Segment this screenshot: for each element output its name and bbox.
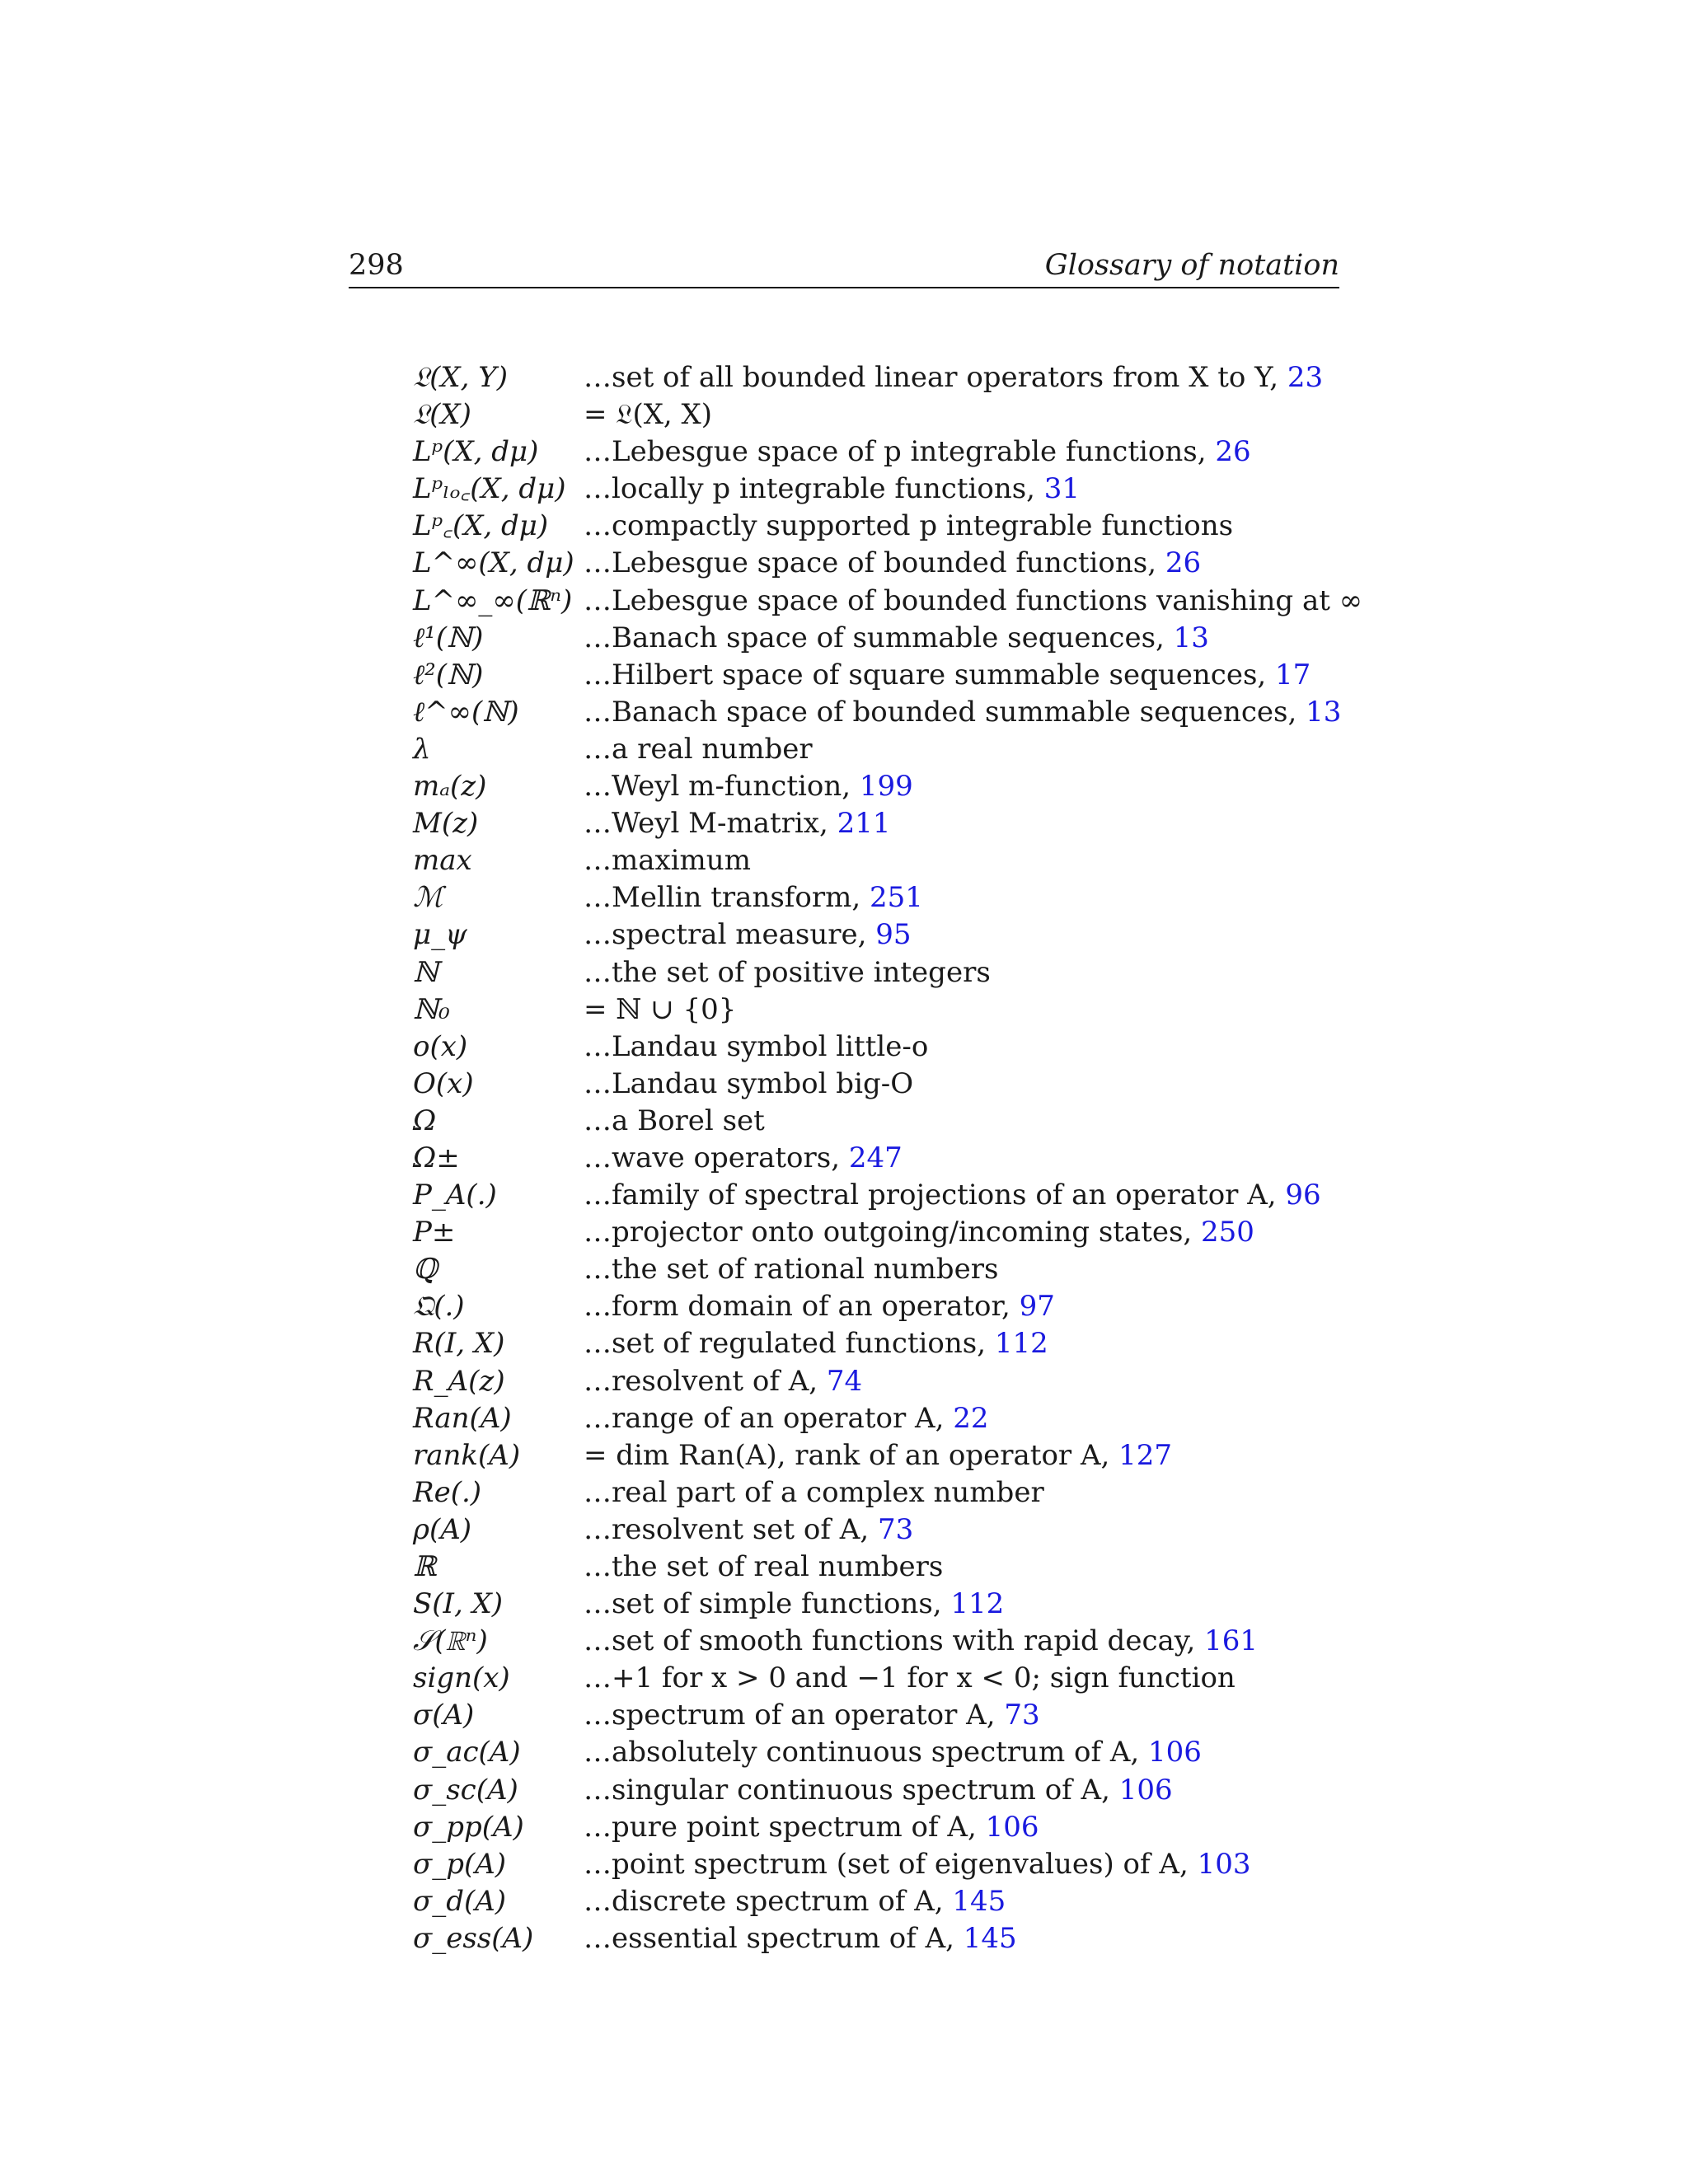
glossary-entry — [349, 768, 1339, 805]
entry-description-text: …point spectrum (set of eigenvalues) of A, — [584, 1847, 1198, 1881]
entry-symbol: Lᵖₗₒ꜀(X, dμ) — [413, 472, 566, 506]
entry-description — [584, 879, 923, 916]
entry-symbol: Ω — [413, 1104, 437, 1137]
entry-description — [584, 1363, 862, 1400]
entry-description — [584, 1511, 913, 1549]
entry-description — [584, 471, 1080, 508]
entry-description-text: …compactly supported p integrable functions — [584, 509, 1234, 543]
entry-description — [584, 1660, 1236, 1697]
page-header — [349, 244, 1339, 288]
entry-description — [584, 805, 890, 842]
entry-description-text: …Landau symbol big-O — [584, 1066, 914, 1100]
glossary-entry — [349, 1846, 1339, 1883]
entry-symbol: Re(.) — [413, 1475, 482, 1509]
page-reference-link[interactable]: 73 — [877, 1512, 914, 1546]
glossary-entry — [349, 1772, 1339, 1809]
entry-description — [584, 1772, 1173, 1809]
glossary-entry — [349, 1288, 1339, 1325]
entry-description — [584, 1474, 1044, 1511]
entry-symbol: ℝ — [413, 1550, 437, 1583]
entry-description — [584, 434, 1251, 471]
glossary-entry — [349, 1400, 1339, 1437]
page-reference-link[interactable]: 211 — [837, 807, 891, 841]
entry-description-text: …a real number — [584, 732, 813, 766]
entry-description-text: …Weyl m-function, — [584, 770, 860, 804]
page-reference-link[interactable]: 112 — [994, 1327, 1048, 1361]
glossary-entry — [349, 1363, 1339, 1400]
entry-description — [584, 991, 736, 1029]
entry-symbol: sign(x) — [413, 1661, 510, 1695]
glossary-entry — [349, 842, 1339, 879]
entry-description — [584, 545, 1201, 582]
entry-symbol: λ — [413, 732, 431, 766]
running-head: Glossary of notation — [1044, 249, 1339, 282]
entry-description — [584, 508, 1233, 545]
entry-description-text: …locally p integrable functions, — [584, 472, 1044, 506]
entry-symbol: Lᵖ(X, dμ) — [413, 435, 539, 469]
entry-description — [584, 396, 712, 434]
page-reference-link[interactable]: 250 — [1201, 1216, 1254, 1249]
glossary-list — [349, 359, 1363, 1957]
entry-description-text: …discrete spectrum of A, — [584, 1884, 953, 1918]
entry-description — [584, 359, 1323, 396]
entry-description-text: …maximum — [584, 844, 751, 878]
entry-description-text: = 𝔏(X, X) — [584, 398, 713, 432]
entry-description-text: …range of an operator A, — [584, 1401, 954, 1435]
page-reference-link[interactable]: 13 — [1306, 695, 1342, 729]
entry-symbol: σ_pp(A) — [413, 1810, 524, 1844]
entry-symbol: 𝔏(X) — [413, 398, 471, 432]
page-reference-link[interactable]: 13 — [1173, 621, 1209, 654]
entry-symbol: 𝔔(.) — [413, 1290, 465, 1324]
entry-symbol: σ_ac(A) — [413, 1736, 521, 1769]
page-reference-link[interactable]: 23 — [1287, 361, 1324, 394]
entry-description-text: …Banach space of bounded summable sequences, — [584, 695, 1306, 729]
entry-description — [584, 1883, 1006, 1920]
entry-description — [584, 1029, 928, 1066]
entry-description — [584, 1140, 903, 1177]
entry-description — [584, 1066, 913, 1103]
page-number: 298 — [349, 249, 404, 282]
entry-description-text: = ℕ ∪ {0} — [584, 992, 737, 1026]
entry-description-text: …resolvent set of A, — [584, 1512, 878, 1546]
entry-description-text: …set of simple functions, — [584, 1587, 951, 1621]
page-reference-link[interactable]: 26 — [1215, 435, 1251, 469]
glossary-entry — [349, 991, 1339, 1029]
glossary-entry — [349, 1251, 1339, 1288]
entry-description-text: …Weyl M-matrix, — [584, 807, 837, 841]
page-reference-link[interactable]: 103 — [1197, 1847, 1251, 1881]
entry-description-text: …a Borel set — [584, 1104, 765, 1137]
entry-description-text: …family of spectral projections of an operator A, — [584, 1179, 1286, 1212]
entry-description-text: …the set of positive integers — [584, 955, 991, 989]
entry-symbol: μ_ψ — [413, 918, 467, 952]
entry-description — [584, 1846, 1251, 1883]
entry-description-text: …spectrum of an operator A, — [584, 1699, 1005, 1732]
entry-symbol: σ_ess(A) — [413, 1921, 534, 1955]
entry-symbol: L^∞(X, dμ) — [413, 546, 574, 580]
glossary-entry — [349, 1586, 1339, 1623]
glossary-entry — [349, 694, 1342, 731]
entry-description-text: …+1 for x > 0 and −1 for x < 0; sign function — [584, 1661, 1236, 1695]
entry-description-text: …wave operators, — [584, 1141, 849, 1174]
entry-symbol: ℓ²(ℕ) — [413, 658, 484, 691]
entry-description-text: …absolutely continuous spectrum of A, — [584, 1736, 1149, 1769]
entry-description — [584, 768, 913, 805]
entry-symbol: R(I, X) — [413, 1327, 505, 1361]
entry-description-text: …singular continuous spectrum of A, — [584, 1773, 1119, 1807]
glossary-entry — [349, 1325, 1339, 1362]
glossary-entry — [349, 1883, 1339, 1920]
page-reference-link[interactable]: 106 — [985, 1810, 1039, 1844]
page-reference-link[interactable]: 145 — [963, 1921, 1017, 1955]
entry-symbol: P_A(.) — [413, 1179, 497, 1212]
glossary-entry — [349, 1660, 1339, 1697]
entry-symbol: ρ(A) — [413, 1512, 472, 1546]
entry-description-text: …the set of real numbers — [584, 1550, 944, 1583]
page-reference-link[interactable]: 112 — [950, 1587, 1005, 1621]
entry-description-text: …Lebesgue space of bounded functions, — [584, 546, 1165, 580]
entry-description — [584, 1920, 1017, 1957]
entry-description — [584, 1697, 1040, 1734]
entry-description-text: …Hilbert space of square summable sequences, — [584, 658, 1276, 691]
entry-symbol: ℳ — [413, 881, 443, 915]
page-reference-link[interactable]: 22 — [953, 1401, 989, 1435]
glossary-entry — [349, 471, 1339, 508]
entry-description-text: …pure point spectrum of A, — [584, 1810, 986, 1844]
page-reference-link[interactable]: 145 — [952, 1884, 1006, 1918]
glossary-entry — [349, 1734, 1339, 1771]
page-reference-link[interactable]: 127 — [1118, 1438, 1173, 1472]
entry-symbol: σ(A) — [413, 1699, 475, 1732]
glossary-entry — [349, 1029, 1339, 1066]
entry-description — [584, 1809, 1039, 1846]
page-reference-link[interactable]: 95 — [875, 918, 912, 952]
entry-symbol: mₐ(z) — [413, 770, 487, 804]
entry-description — [584, 694, 1341, 731]
glossary-entry — [349, 1920, 1339, 1957]
entry-symbol: Ω± — [413, 1141, 460, 1174]
page-reference-link[interactable]: 247 — [848, 1141, 903, 1174]
entry-symbol: 𝔏(X, Y) — [413, 361, 508, 394]
entry-description-text: …spectral measure, — [584, 918, 876, 952]
entry-symbol: ℕ₀ — [413, 992, 450, 1026]
entry-description-text: …form domain of an operator, — [584, 1290, 1020, 1324]
page-reference-link[interactable]: 251 — [869, 881, 923, 915]
entry-description-text: …the set of rational numbers — [584, 1253, 999, 1286]
entry-description-text: …Lebesgue space of bounded functions vanishing at ∞ — [584, 583, 1363, 617]
glossary-entry — [349, 1103, 1339, 1140]
entry-description-text: …set of smooth functions with rapid decay, — [584, 1624, 1205, 1658]
entry-symbol: P± — [413, 1216, 456, 1249]
entry-symbol: S(I, X) — [413, 1587, 504, 1621]
entry-symbol: σ_sc(A) — [413, 1773, 518, 1807]
glossary-entry — [349, 1809, 1339, 1846]
glossary-entry — [349, 620, 1339, 657]
entry-description — [584, 620, 1209, 657]
glossary-entry — [349, 1177, 1339, 1214]
entry-symbol: σ_d(A) — [413, 1884, 507, 1918]
entry-description — [584, 1549, 943, 1586]
glossary-entry — [349, 1437, 1339, 1474]
entry-symbol: max — [413, 844, 472, 878]
entry-symbol: ℕ — [413, 955, 439, 989]
glossary-entry — [349, 545, 1339, 582]
entry-symbol: rank(A) — [413, 1438, 521, 1472]
glossary-entry — [349, 954, 1339, 991]
glossary-entry — [349, 434, 1339, 471]
entry-description — [584, 1177, 1321, 1214]
entry-description — [584, 1623, 1258, 1660]
entry-description — [584, 954, 991, 991]
glossary-entry — [349, 1140, 1339, 1177]
entry-description-text: …set of regulated functions, — [584, 1327, 995, 1361]
entry-symbol: R_A(z) — [413, 1364, 505, 1398]
entry-description-text: …essential spectrum of A, — [584, 1921, 964, 1955]
page-reference-link[interactable]: 106 — [1118, 1773, 1173, 1807]
glossary-entry — [349, 1474, 1339, 1511]
glossary-entry — [349, 1511, 1339, 1549]
entry-description-text: …set of all bounded linear operators from X to Y, — [584, 361, 1287, 394]
glossary-entry — [349, 359, 1339, 396]
entry-description — [584, 1400, 988, 1437]
entry-description — [584, 1103, 765, 1140]
page-reference-link[interactable]: 106 — [1148, 1736, 1202, 1769]
entry-symbol: Ran(A) — [413, 1401, 512, 1435]
entry-description — [584, 1437, 1172, 1474]
entry-description — [584, 1586, 1004, 1623]
page-reference-link[interactable]: 97 — [1019, 1290, 1055, 1324]
glossary-entry — [349, 583, 1363, 620]
entry-description-text: …Landau symbol little-o — [584, 1029, 929, 1063]
page-reference-link[interactable]: 17 — [1275, 658, 1311, 691]
page-reference-link[interactable]: 161 — [1204, 1624, 1258, 1658]
entry-symbol: Lᵖ꜀(X, dμ) — [413, 509, 549, 543]
entry-symbol: O(x) — [413, 1066, 474, 1100]
glossary-entry — [349, 396, 1339, 434]
entry-description-text: …Lebesgue space of p integrable functions, — [584, 435, 1216, 469]
page-reference-link[interactable]: 26 — [1165, 546, 1202, 580]
glossary-entry — [349, 731, 1339, 768]
glossary-entry — [349, 1549, 1339, 1586]
glossary-entry — [349, 879, 1339, 916]
entry-description-text: …projector onto outgoing/incoming states, — [584, 1216, 1202, 1249]
entry-description — [584, 1214, 1254, 1251]
entry-symbol: σ_p(A) — [413, 1847, 507, 1881]
entry-symbol: 𝒮(ℝⁿ) — [413, 1624, 488, 1658]
entry-symbol: ℓ¹(ℕ) — [413, 621, 484, 654]
glossary-entry — [349, 805, 1339, 842]
page-reference-link[interactable]: 31 — [1043, 472, 1081, 506]
entry-symbol: o(x) — [413, 1029, 468, 1063]
entry-description — [584, 1251, 998, 1288]
page-reference-link[interactable]: 96 — [1285, 1179, 1321, 1212]
glossary-entry — [349, 657, 1339, 694]
entry-description-text: …Mellin transform, — [584, 881, 870, 915]
glossary-entry — [349, 916, 1339, 954]
page-reference-link[interactable]: 73 — [1004, 1699, 1040, 1732]
glossary-entry — [349, 1066, 1339, 1103]
entry-description — [584, 731, 813, 768]
entry-description — [584, 1734, 1202, 1771]
entry-description — [584, 842, 751, 879]
page-reference-link[interactable]: 74 — [826, 1364, 863, 1398]
entry-description — [584, 657, 1311, 694]
glossary-entry — [349, 1697, 1339, 1734]
glossary-entry — [349, 508, 1339, 545]
glossary-entry — [349, 1623, 1339, 1660]
entry-description — [584, 916, 911, 954]
entry-description — [584, 1325, 1048, 1362]
entry-description-text: …real part of a complex number — [584, 1475, 1044, 1509]
entry-description — [584, 583, 1362, 620]
entry-description-text: = dim Ran(A), rank of an operator A, — [584, 1438, 1119, 1472]
entry-symbol: ℓ^∞(ℕ) — [413, 695, 519, 729]
entry-symbol: M(z) — [413, 807, 479, 841]
entry-description-text: …Banach space of summable sequences, — [584, 621, 1174, 654]
entry-description-text: …resolvent of A, — [584, 1364, 827, 1398]
glossary-entry — [349, 1214, 1339, 1251]
page-reference-link[interactable]: 199 — [859, 770, 913, 804]
entry-symbol: L^∞_∞(ℝⁿ) — [413, 583, 573, 617]
entry-symbol: ℚ — [413, 1253, 438, 1286]
entry-description — [584, 1288, 1055, 1325]
